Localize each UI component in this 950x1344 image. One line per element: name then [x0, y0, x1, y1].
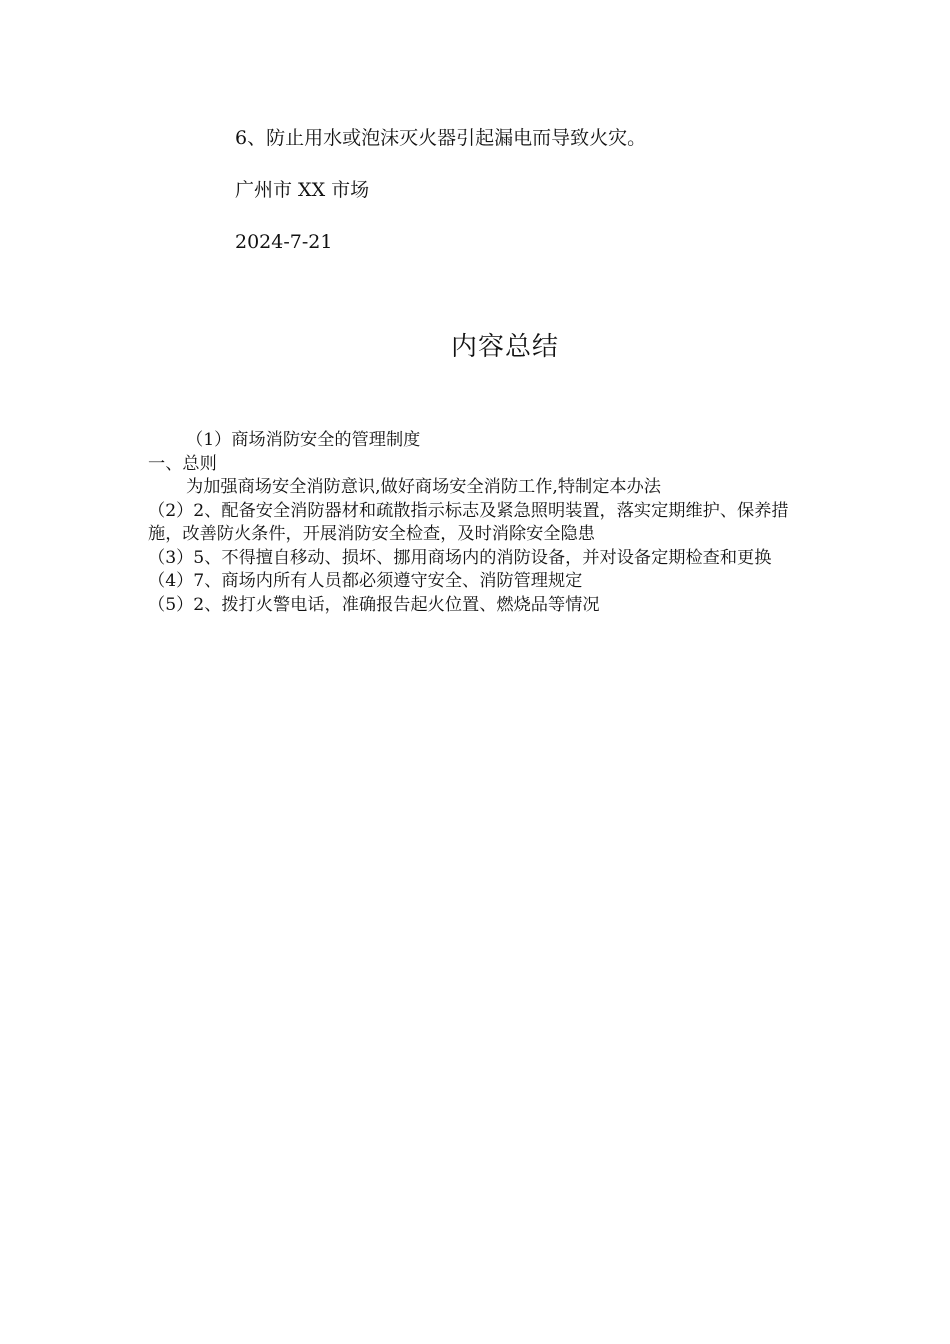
- document-date: 2024-7-21: [235, 231, 333, 253]
- closing-section: [235, 124, 646, 280]
- summary-line-7: （5）2、拨打火警电话，准确报告起火位置、燃烧品等情况: [148, 594, 600, 615]
- organization-name: 广州市 XX 市场: [235, 179, 370, 201]
- summary-line-2: 一、总则: [148, 453, 217, 474]
- summary-line-5: （3）5、不得擅自移动、损坏、挪用商场内的消防设备，并对设备定期检查和更换: [148, 547, 772, 568]
- summary-title: 内容总结: [450, 332, 559, 362]
- summary-line-6: （4）7、商场内所有人员都必须遵守安全、消防管理规定: [148, 571, 583, 591]
- summary-body: [148, 429, 798, 617]
- summary-line-1: （1）商场消防安全的管理制度: [186, 430, 421, 450]
- summary-line-4: （2）2、配备安全消防器材和疏散指示标志及紧急照明装置，落实定期维护、保养措施，改善防火条件，开展消防安全检查，及时消除安全隐患: [148, 500, 789, 544]
- summary-line-3: 为加强商场安全消防意识,做好商场安全消防工作,特制定本办法: [186, 477, 661, 497]
- rule-item-6: 6、防止用水或泡沫灭火器引起漏电而导致火灾。: [235, 127, 647, 149]
